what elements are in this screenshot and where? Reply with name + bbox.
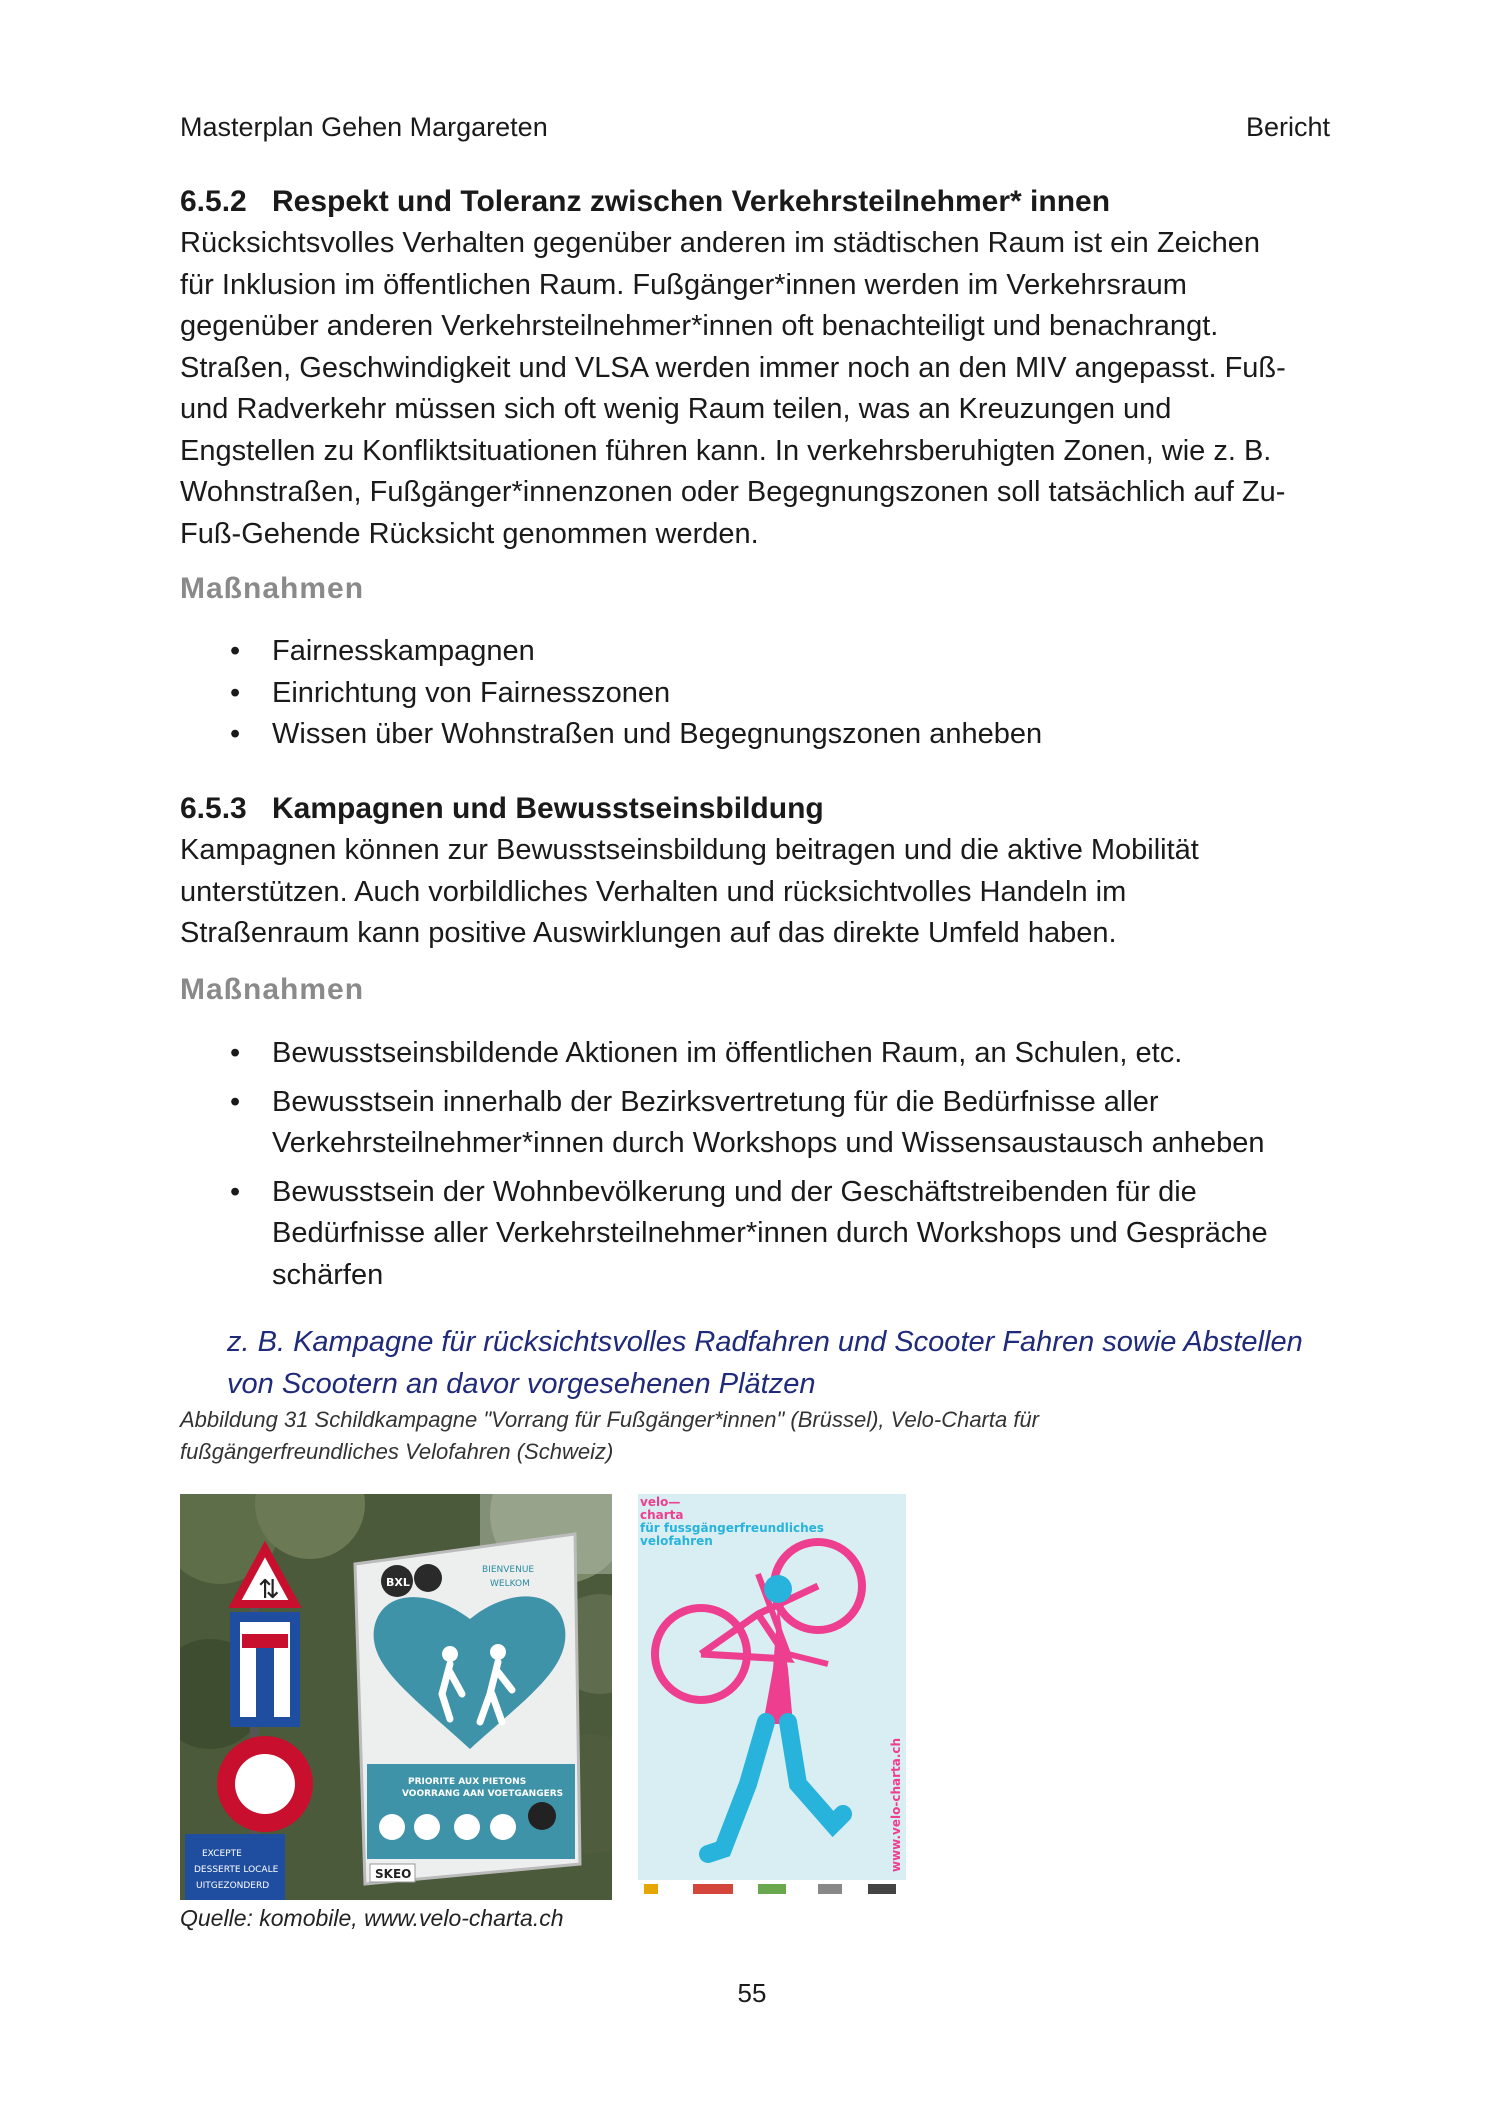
bullet-icon: • [230,676,241,709]
section-number: 6.5.2 [180,185,247,218]
header-section: Bericht [1245,112,1330,142]
welcome-text: BIENVENUE [482,1565,535,1575]
section-heading-652 [180,185,1110,219]
list-item-text: Bewusstsein innerhalb der Bezirksvertretung für die Bedürfnisse aller [272,1085,1159,1118]
section-heading-653 [180,792,824,826]
poster-title-line: velo— [640,1495,681,1509]
bullet-icon: • [230,718,241,750]
text-line: von Scootern an davor vorgesehenen Plätzen [227,1367,816,1400]
bullet-list-653 [180,1033,1268,1296]
list-item-text: Bewusstsein der Wohnbevölkerung und der Geschäftstreibenden für die [272,1175,1197,1208]
text-line: Straßen, Geschwindigkeit und VLSA werden immer noch an den MIV angepasst. Fuß- [180,351,1286,384]
svg-text:⇅: ⇅ [258,1575,280,1605]
bullet-icon: • [230,635,241,667]
list-item [180,714,1042,756]
list-item-text: schärfen [272,1258,384,1291]
list-item-text: Verkehrsteilnehmer*innen durch Workshops und Wissensaustausch anheben [272,1127,1265,1159]
priority-text: PRIORITE AUX PIETONS [408,1777,527,1787]
poster-title-line: für fussgängerfreundliches [640,1521,824,1535]
list-item [180,1082,1268,1165]
list-item-text: Bewusstseinsbildende Aktionen im öffentlichen Raum, an Schulen, etc. [272,1037,1183,1069]
priority-text: VOORRANG AAN VOETGANGERS [402,1789,564,1799]
velo-charta-illustration [638,1494,906,1898]
poster-title-line: charta [640,1508,684,1522]
section-number: 6.5.3 [180,792,247,825]
list-item [180,673,1042,715]
text-line: und Radverkehr müssen sich oft wenig Raum teilen, was an Kreuzungen und [180,393,1172,425]
list-item [180,1172,1268,1297]
excepte-line: DESSERTE LOCALE [194,1865,279,1875]
brussels-sign-illustration [180,1494,612,1900]
list-item-text: Fairnesskampagnen [272,635,535,667]
text-line: unterstützen. Auch vorbildliches Verhalten und rücksichtvolles Handeln im [180,875,1127,908]
bullet-icon: • [230,1085,241,1118]
page-number: 55 [737,1978,767,2008]
text-line: für Inklusion im öffentlichen Raum. Fußgänger*innen werden im Verkehrsraum [180,268,1187,301]
welcome-text: WELKOM [490,1579,530,1589]
paragraph-652 [180,223,1330,555]
example-highlight [227,1322,1303,1405]
list-item [180,1033,1268,1075]
list-item [180,631,1042,673]
list-item-text: Wissen über Wohnstraßen und Begegnungszonen anheben [272,718,1043,750]
excepte-line: UITGEZONDERD [196,1881,270,1891]
excepte-line: EXCEPTE [202,1849,242,1859]
bullet-icon: • [230,1175,241,1208]
text-line: Straßenraum kann positive Auswirklungen auf das direkte Umfeld haben. [180,917,1117,949]
skeo-label: SKEO [375,1867,412,1881]
massnahmen-heading: Maßnahmen [180,973,365,1006]
list-item-text: Einrichtung von Fairnesszonen [272,676,671,709]
text-line: Abbildung 31 Schildkampagne "Vorrang für Fußgänger*innen" (Brüssel), Velo-Charta für [180,1407,1040,1432]
photo-brussels-sign [180,1494,612,1900]
text-line: Engstellen zu Konfliktsituationen führen kann. In verkehrsberuhigten Zonen, wie z. B. [180,434,1272,467]
section-title: Kampagnen und Bewusstseinsbildung [272,792,824,825]
text-line: Fuß-Gehende Rücksicht genommen werden. [180,517,759,550]
figure-caption [180,1404,1039,1468]
text-line: gegenüber anderen Verkehrsteilnehmer*innen oft benachteiligt und benachrangt. [180,310,1219,342]
photo-velo-charta-poster [638,1494,906,1898]
text-line: Rücksichtsvolles Verhalten gegenüber anderen im städtischen Raum ist ein Zeichen [180,227,1261,259]
header-title: Masterplan Gehen Margareten [180,112,548,142]
poster-title-line: velofahren [640,1534,713,1548]
list-item-text: Bedürfnisse aller Verkehrsteilnehmer*innen durch Workshops und Gespräche [272,1217,1268,1249]
text-line: z. B. Kampagne für rücksichtsvolles Radfahren und Scooter Fahren sowie Abstellen [227,1326,1303,1358]
text-line: Wohnstraßen, Fußgänger*innenzonen oder Begegnungszonen soll tatsächlich auf Zu- [180,476,1286,508]
text-line: Kampagnen können zur Bewusstseinsbildung beitragen und die aktive Mobilität [180,834,1199,866]
text-line: fußgängerfreundliches Velofahren (Schweiz) [180,1439,614,1464]
massnahmen-heading: Maßnahmen [180,572,365,605]
section-title: Respekt und Toleranz zwischen Verkehrsteilnehmer* innen [272,185,1111,218]
bullet-list-652 [180,631,1042,756]
poster-url: www.velo-charta.ch [889,1737,903,1872]
image-source: Quelle: komobile, www.velo-charta.ch [180,1905,564,1931]
paragraph-653 [180,830,1330,955]
bxl-logo: BXL [386,1576,410,1589]
bullet-icon: • [230,1037,241,1069]
